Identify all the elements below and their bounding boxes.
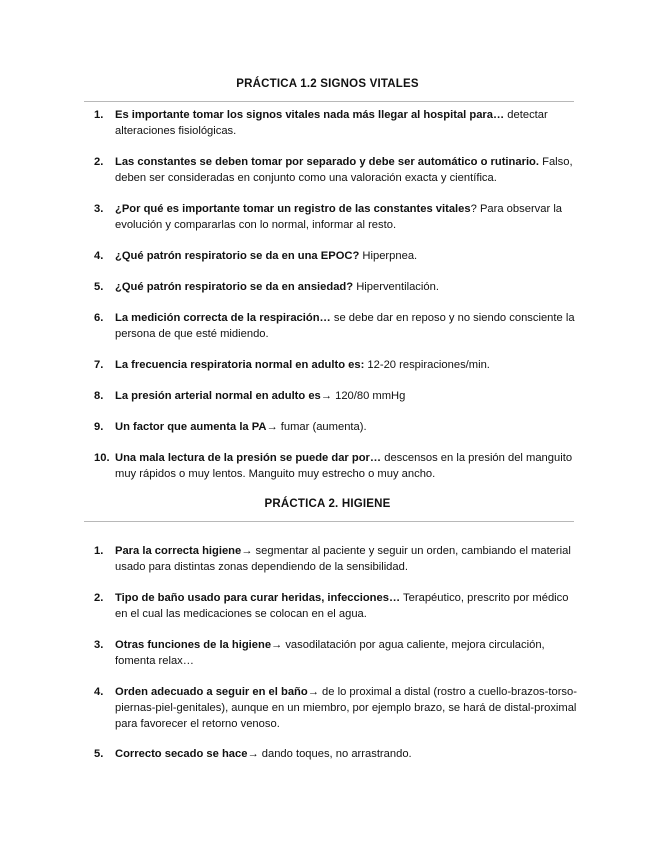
list-item xyxy=(94,248,584,264)
item-number: 9. xyxy=(94,421,104,433)
list-item xyxy=(94,543,584,575)
item-answer: Falso, deben ser consideradas en conjunto como una valoración exacta y científica. xyxy=(115,156,573,184)
item-question: Un factor que aumenta la PA xyxy=(115,421,267,433)
item-number: 6. xyxy=(94,312,104,324)
list-item xyxy=(94,419,584,435)
item-question: La frecuencia respiratoria normal en adulto es: xyxy=(115,359,365,371)
item-question: Para la correcta higiene xyxy=(115,545,242,557)
item-question: Una mala lectura de la presión se puede dar por… xyxy=(115,452,382,464)
list-item xyxy=(94,154,584,186)
list-item xyxy=(94,590,584,622)
section-divider xyxy=(84,101,574,102)
item-number: 10. xyxy=(94,452,110,464)
item-number: 7. xyxy=(94,359,104,371)
item-number: 3. xyxy=(94,203,104,215)
list-item xyxy=(94,388,584,404)
item-question: Otras funciones de la higiene xyxy=(115,639,272,651)
item-answer: Hiperpnea. xyxy=(359,250,418,262)
item-number: 4. xyxy=(94,686,104,698)
item-answer: descensos en la presión del manguito muy rápidos o muy lentos. Manguito muy estrecho o muy ancho. xyxy=(115,452,573,480)
section-divider xyxy=(84,521,574,522)
section-title-higiene: PRÁCTICA 2. HIGIENE xyxy=(264,498,391,510)
list-item xyxy=(94,107,584,139)
item-question: Las constantes se deben tomar por separado y debe ser automático o rutinario. xyxy=(115,156,539,168)
section-title-signos-vitales: PRÁCTICA 1.2 SIGNOS VITALES xyxy=(236,78,419,90)
list-item xyxy=(94,637,584,669)
item-question: ¿Qué patrón respiratorio se da en ansiedad? xyxy=(115,281,354,293)
item-answer: detectar alteraciones fisiológicas. xyxy=(115,109,548,137)
item-number: 1. xyxy=(94,545,104,557)
item-number: 4. xyxy=(94,250,104,262)
item-number: 8. xyxy=(94,390,104,402)
item-number: 2. xyxy=(94,156,104,168)
item-answer: → de lo proximal a distal (rostro a cuello-brazos-torso-piernas-piel-genitales), aunque en un miembro, por ejemplo brazo, se hará de distal-proximal para favorecer el retorno venoso. xyxy=(115,686,577,730)
item-answer: → segmentar al paciente y seguir un orden, cambiando el material usado para distintas zonas dependiendo de la sensibilidad. xyxy=(115,545,571,573)
item-question: Tipo de baño usado para curar heridas, infecciones… xyxy=(115,592,401,604)
item-number: 5. xyxy=(94,281,104,293)
list-item xyxy=(94,201,584,233)
item-answer: se debe dar en reposo y no siendo consciente la persona de que esté midiendo. xyxy=(115,312,575,340)
item-question: ¿Qué patrón respiratorio se da en una EPOC? xyxy=(115,250,360,262)
item-number: 5. xyxy=(94,748,104,760)
item-answer: Terapéutico, prescrito por médico en el cual las medicaciones se colocan en el agua. xyxy=(115,592,569,620)
item-number: 1. xyxy=(94,109,104,121)
item-number: 3. xyxy=(94,639,104,651)
item-answer: → 120/80 mmHg xyxy=(320,390,406,402)
item-answer: → dando toques, no arrastrando. xyxy=(247,748,412,760)
item-question: La presión arterial normal en adulto es xyxy=(115,390,321,402)
item-answer: → fumar (aumenta). xyxy=(266,421,367,433)
item-question: ¿Por qué es importante tomar un registro de las constantes vitales xyxy=(115,203,471,215)
item-answer: → vasodilatación por agua caliente, mejora circulación, fomenta relax… xyxy=(115,639,545,667)
item-question: Correcto secado se hace xyxy=(115,748,248,760)
list-item xyxy=(94,746,584,762)
list-item xyxy=(94,450,584,482)
item-question: Es importante tomar los signos vitales nada más llegar al hospital para… xyxy=(115,109,505,121)
item-answer: ? Para observar la evolución y compararlas con lo normal, informar al resto. xyxy=(115,203,563,231)
item-number: 2. xyxy=(94,592,104,604)
list-item xyxy=(94,357,584,373)
list-item xyxy=(94,279,584,295)
item-question: La medición correcta de la respiración… xyxy=(115,312,331,324)
list-item xyxy=(94,684,584,732)
list-item xyxy=(94,310,584,342)
item-answer: 12-20 respiraciones/min. xyxy=(364,359,490,371)
item-question: Orden adecuado a seguir en el baño xyxy=(115,686,308,698)
item-answer: Hiperventilación. xyxy=(353,281,439,293)
